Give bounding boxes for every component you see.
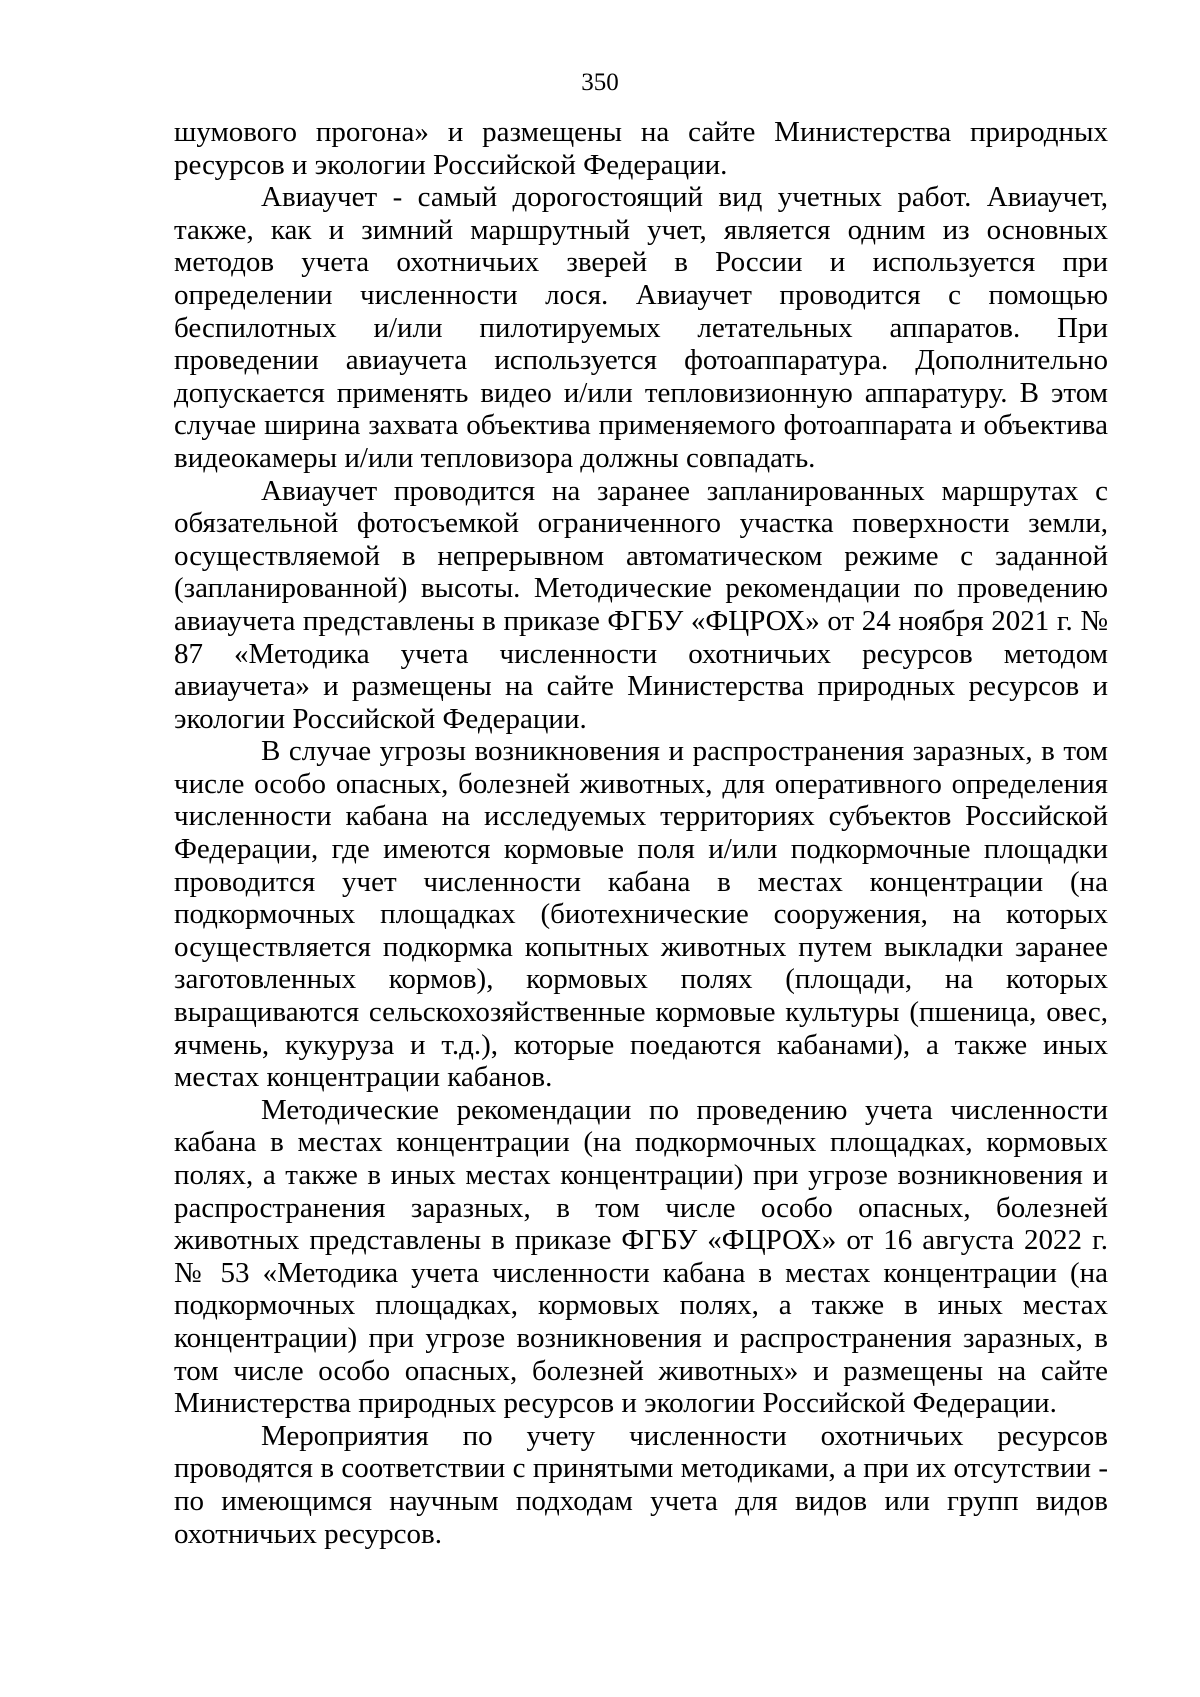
paragraph-boar-count-conditions: В случае угрозы возникновения и распространения заразных, в том числе особо опасных, болезней животных, для оперативного определения численности кабана на исследуемых территориях субъектов Российской Федерации, где имеются кормовые поля и/или подкормочные площадки проводится учет численности кабана в местах концентрации (на подкормочных площадках (биотехнические сооружения, на которых осуществляется подкормка копытных животных путем выкладки заранее заготовленных кормов), кормовых полях (площади, на которых выращиваются сельскохозяйственные кормовые культуры (пшеница, овес, ячмень, кукуруза и т.д.), которые поедаются кабанами), а также иных местах концентрации кабанов. bbox=[174, 735, 1108, 1094]
paragraph-boar-count-methodology: Методические рекомендации по проведению учета численности кабана в местах концентрации (на подкормочных площадках, кормовых полях, а также в иных местах концентрации) при угрозе возникновения и распространения заразных, в том числе особо опасных, болезней животных представлены в приказе ФГБУ «ФЦРОХ» от 16 августа 2022 г. № 53 «Методика учета численности кабана в местах концентрации (на подкормочных площадках, кормовых полях, а также в иных местах концентрации) при угрозе возникновения и распространения заразных, в том числе особо опасных, болезней животных» и размещены на сайте Министерства природных ресурсов и экологии Российской Федерации. bbox=[174, 1093, 1108, 1420]
paragraph-aerial-survey-overview: Авиаучет - самый дорогостоящий вид учетных работ. Авиаучет, также, как и зимний маршрутный учет, является одним из основных методов учета охотничьих зверей в России и используется при определении численности лося. Авиаучет проводится с помощью беспилотных и/или пилотируемых летательных аппаратов. При проведении авиаучета используется фотоаппаратура. Дополнительно допускается применять видео и/или тепловизионную аппаратуру. В этом случае ширина захвата объектива применяемого фотоаппарата и объектива видеокамеры и/или тепловизора должны совпадать. bbox=[174, 181, 1108, 474]
document-body bbox=[174, 116, 1108, 1550]
paragraph-survey-measures: Мероприятия по учету численности охотничьих ресурсов проводятся в соответствии с принятыми методиками, а при их отсутствии - по имеющимся научным подходам учета для видов или групп видов охотничьих ресурсов. bbox=[174, 1419, 1108, 1550]
page-number: 350 bbox=[581, 69, 619, 96]
paragraph-continuation: шумового прогона» и размещены на сайте Министерства природных ресурсов и экологии Российской Федерации. bbox=[174, 116, 1108, 181]
paragraph-aerial-survey-method: Авиаучет проводится на заранее запланированных маршрутах с обязательной фотосъемкой ограниченного участка поверхности земли, осуществляемой в непрерывном автоматическом режиме с заданной (запланированной) высоты. Методические рекомендации по проведению авиаучета представлены в приказе ФГБУ «ФЦРОХ» от 24 ноября 2021 г. № 87 «Методика учета численности охотничьих ресурсов методом авиаучета» и размещены на сайте Министерства природных ресурсов и экологии Российской Федерации. bbox=[174, 474, 1108, 735]
